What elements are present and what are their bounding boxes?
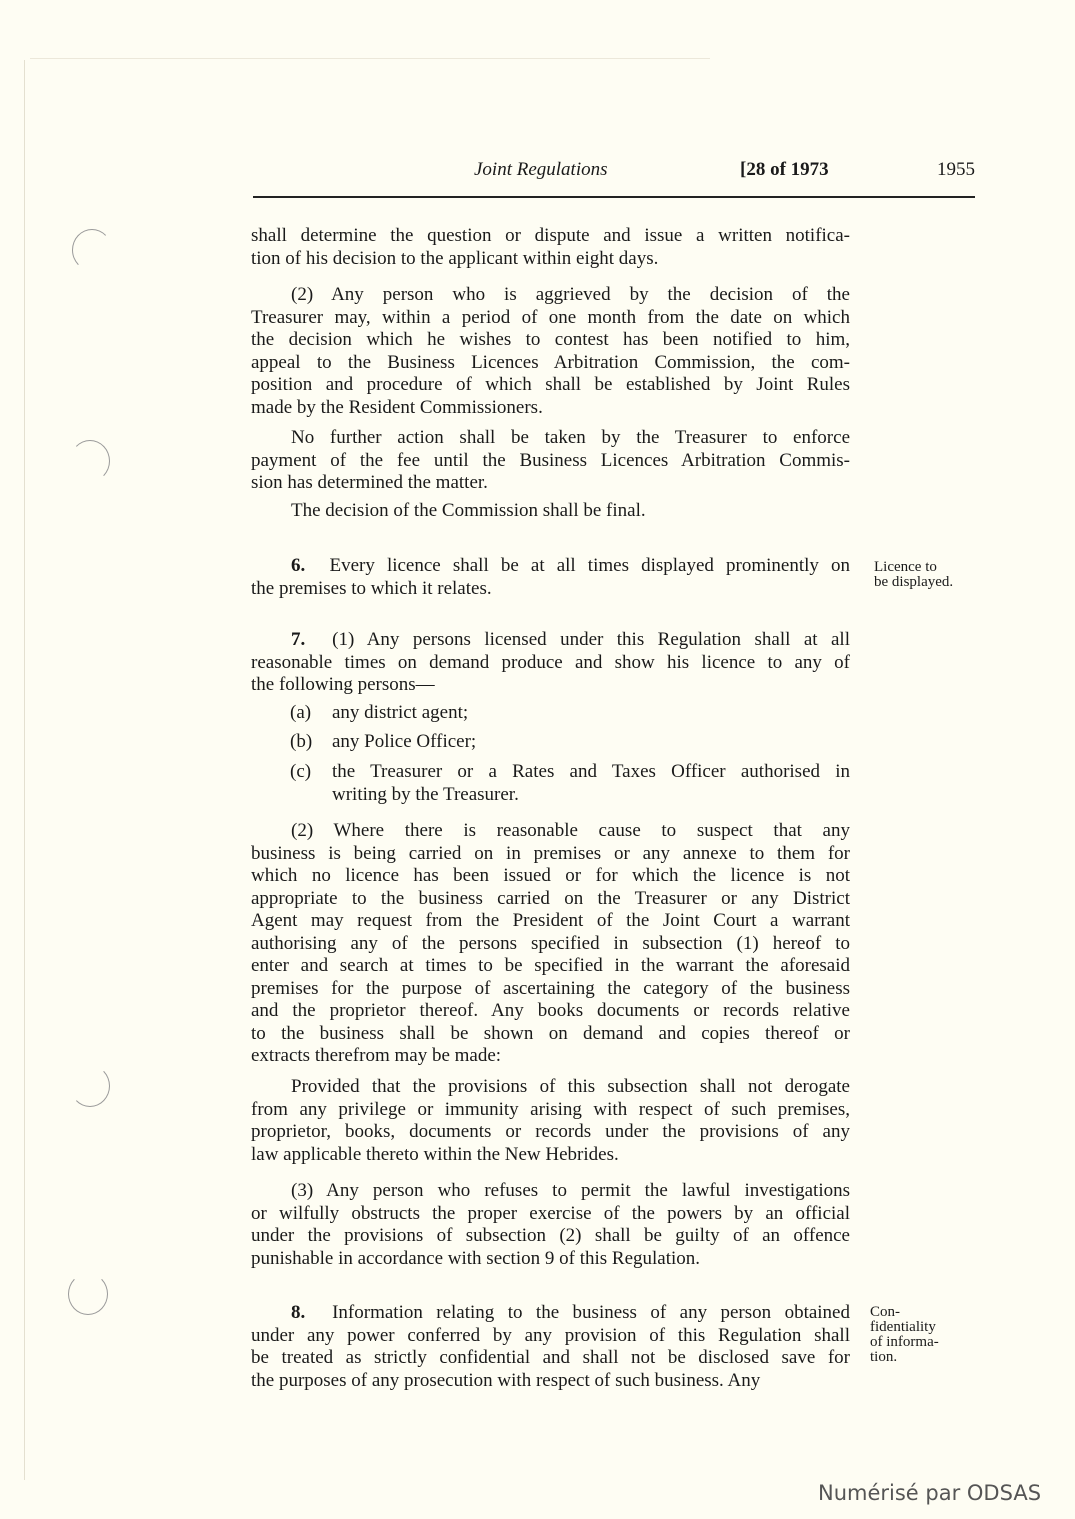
text-line: shall determine the question or dispute and issue a written notifica- xyxy=(251,225,850,246)
margin-note-licence xyxy=(874,560,953,590)
text-line: payment of the fee until the Business Licences Arbitration Commis- xyxy=(251,449,850,471)
text-line: or wilfully obstructs the proper exercise of the powers by an official xyxy=(251,1202,850,1224)
paragraph-subsection-2 xyxy=(251,284,850,419)
punch-hole xyxy=(70,440,110,482)
text-line: proprietor, books, documents or records under the provisions of any xyxy=(251,1121,850,1142)
section-7 xyxy=(251,629,850,697)
section-number: 7. xyxy=(291,629,306,650)
section-number: 8. xyxy=(291,1302,306,1323)
section-7-subsection-3 xyxy=(251,1180,850,1270)
text-line: 7. (1) Any persons licensed under this Regulation shall at all xyxy=(291,629,850,650)
text-line: business is being carried on in premises or any annexe to them for xyxy=(251,842,850,864)
text-line: enter and search at times to be specified in the warrant the aforesaid xyxy=(251,955,850,976)
margin-note-line: Licence to xyxy=(874,559,937,575)
text-line: No further action shall be taken by the Treasurer to enforce xyxy=(291,427,850,448)
list-item xyxy=(290,731,850,754)
text-line: authorising any of the persons specified in subsection (1) hereof to xyxy=(251,932,850,954)
text-line: premises for the purpose of ascertaining the category of the business xyxy=(251,977,850,999)
margin-note-line: tion. xyxy=(870,1349,898,1365)
text-line: Provided that the provisions of this subsection shall not derogate xyxy=(291,1076,850,1097)
text-line: any district agent; xyxy=(332,702,469,723)
text-line: under the provisions of subsection (2) shall be guilty of an offence xyxy=(251,1225,850,1246)
text-line: the premises to which it relates. xyxy=(251,577,492,599)
running-title: Joint Regulations xyxy=(474,159,608,180)
text-line: reasonable times on demand produce and show his licence to any of xyxy=(251,651,850,673)
page-number: 1955 xyxy=(937,159,975,180)
page-top-edge xyxy=(30,58,710,59)
punch-hole xyxy=(72,229,112,271)
text-line: any Police Officer; xyxy=(332,731,477,752)
margin-note-confidentiality xyxy=(870,1305,939,1365)
margin-note-line: be displayed. xyxy=(874,574,954,590)
text-line: appeal to the Business Licences Arbitration Commission, the com- xyxy=(251,351,850,373)
paragraph xyxy=(251,500,850,523)
text-line: the following persons— xyxy=(251,674,435,695)
text-line: to the business shall be shown on demand and copies thereof or xyxy=(251,1022,850,1044)
text-line: 8. Information relating to the business of any person obtained xyxy=(291,1302,850,1323)
text-line: the decision which he wishes to contest has been notified to him, xyxy=(251,329,850,350)
header-rule xyxy=(253,196,975,198)
text-line: appropriate to the business carried on the Treasurer or any District xyxy=(251,887,850,909)
text-line: from any privilege or immunity arising with respect of such premises, xyxy=(251,1098,850,1120)
text-line: the purposes of any prosecution with respect of such business. Any xyxy=(251,1369,761,1391)
list-item xyxy=(290,761,850,806)
text-line: (2) Where there is reasonable cause to suspect that any xyxy=(291,820,850,841)
section-8 xyxy=(251,1302,850,1392)
item-label: (c) xyxy=(290,761,312,782)
text-line: Agent may request from the President of the Joint Court a warrant xyxy=(251,910,850,931)
text-line: extracts therefrom may be made: xyxy=(251,1045,502,1066)
item-label: (b) xyxy=(290,731,313,752)
text-line: made by the Resident Commissioners. xyxy=(251,396,543,418)
margin-note-line: fidentiality xyxy=(870,1319,936,1335)
margin-note-line: Con- xyxy=(870,1304,900,1320)
text-line: (2) Any person who is aggrieved by the decision of the xyxy=(291,284,850,305)
text-line: tion of his decision to the applicant within eight days. xyxy=(251,247,659,269)
text-line: be treated as strictly confidential and shall not be disclosed save for xyxy=(251,1347,850,1368)
text-line: Treasurer may, within a period of one month from the date on which xyxy=(251,306,850,328)
punch-hole xyxy=(70,1065,110,1107)
paragraph xyxy=(251,225,850,270)
text-line: (3) Any person who refuses to permit the lawful investigations xyxy=(291,1180,850,1201)
text-line: The decision of the Commission shall be final. xyxy=(291,500,646,521)
page-edge xyxy=(24,60,25,1480)
text-line: punishable in accordance with section 9 of this Regulation. xyxy=(251,1247,701,1269)
item-label: (a) xyxy=(290,702,312,723)
digitization-credit: Numérisé par ODSAS xyxy=(818,1481,1042,1505)
text-line: law applicable thereto within the New Hebrides. xyxy=(251,1143,619,1165)
text-line: 6. Every licence shall be at all times displayed prominently on xyxy=(291,555,850,576)
margin-note-line: of informa- xyxy=(870,1334,939,1350)
paragraph xyxy=(251,427,850,495)
text-line: under any power conferred by any provision of this Regulation shall xyxy=(251,1324,850,1346)
punch-hole xyxy=(68,1273,108,1315)
proviso xyxy=(251,1076,850,1166)
regulation-reference: [28 of 1973 xyxy=(740,159,829,180)
section-6 xyxy=(251,555,850,600)
section-7-subsection-2 xyxy=(251,820,850,1068)
item-text xyxy=(332,702,850,725)
text-line: position and procedure of which shall be established by Joint Rules xyxy=(251,374,850,395)
item-text xyxy=(332,731,850,754)
section-number: 6. xyxy=(291,555,306,576)
list-item xyxy=(290,702,850,725)
text-line: which no licence has been issued or for which the licence is not xyxy=(251,865,850,886)
item-text xyxy=(332,761,850,806)
text-line: writing by the Treasurer. xyxy=(332,783,519,805)
text-line: and the proprietor thereof. Any books documents or records relative xyxy=(251,1000,850,1021)
text-line: sion has determined the matter. xyxy=(251,472,488,493)
text-line: the Treasurer or a Rates and Taxes Officer authorised in xyxy=(332,761,850,782)
